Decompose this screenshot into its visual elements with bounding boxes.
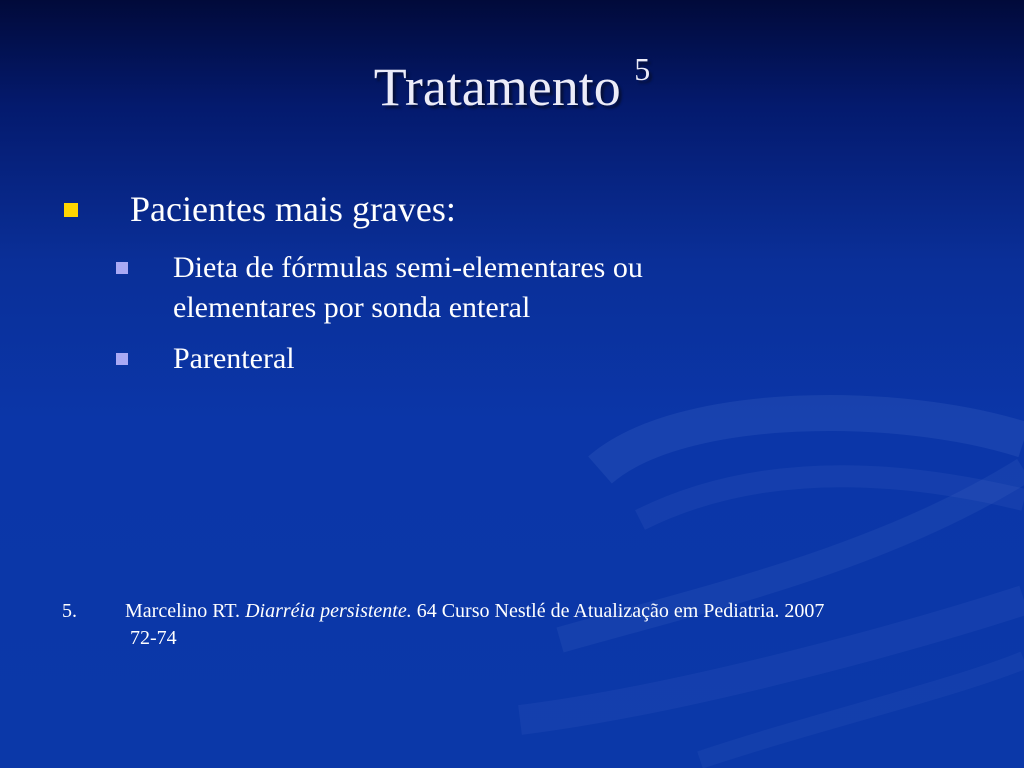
slide-title-superscript: 5 <box>634 51 651 87</box>
slide-title-text: Tratamento <box>373 57 621 117</box>
reference-author: Marcelino RT. <box>125 600 241 622</box>
reference-citation <box>125 598 975 652</box>
bullet-level2-text-line2: elementares por sonda enteral <box>173 291 531 324</box>
bullet-level2-dieta <box>173 248 813 328</box>
bullet-level1-pacientes <box>130 188 456 231</box>
reference-source: 64 Curso Nestlé de Atualização em Pediatria. 2007 <box>416 600 825 622</box>
reference-title: Diarréia persistente. <box>245 600 412 622</box>
slide-title <box>0 51 1024 117</box>
square-bullet-icon <box>116 353 128 365</box>
bullet-level2-text-line1: Dieta de fórmulas semi-elementares ou <box>173 251 643 284</box>
bullet-level1-text: Pacientes mais graves: <box>130 189 456 229</box>
bullet-level2-text: Parenteral <box>173 342 295 375</box>
reference-pages: 72-74 <box>130 627 177 649</box>
square-bullet-icon <box>116 262 128 274</box>
square-bullet-icon <box>64 203 78 217</box>
bullet-level2-parenteral <box>173 339 813 379</box>
reference-number: 5. <box>62 600 77 622</box>
